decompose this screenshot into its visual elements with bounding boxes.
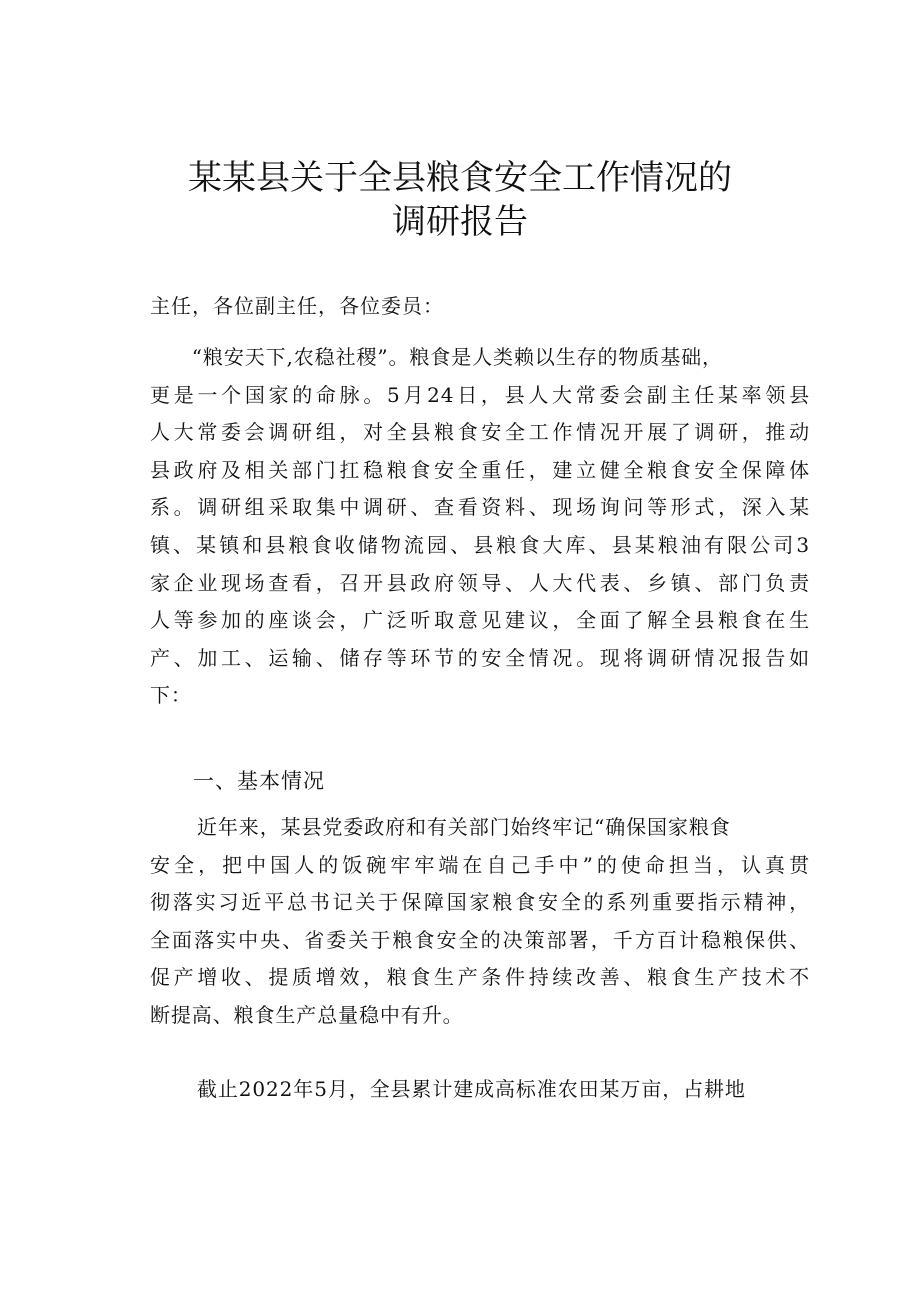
text-line: 截止2022年5月，全县累计建成高标准农田某万亩，占耕地 — [197, 1077, 746, 1101]
text-line: 系。调研组采取集中调研、查看资料、现场询问等形式，深入某 — [150, 495, 810, 520]
text-line: 下： — [150, 683, 192, 708]
text-line: 近年来，某县党委政府和有关部门始终牢记“确保国家粮食 — [197, 815, 731, 839]
text-line: 全面落实中央、省委关于粮食安全的决策部署，千方百计稳粮保供、 — [150, 927, 810, 952]
text-line: 断提高、粮食生产总量稳中有升。 — [150, 1002, 464, 1027]
document-title-line-2: 调研报告 — [392, 202, 528, 242]
text-line: 产、加工、运输、储存等环节的安全情况。现将调研情况报告如 — [150, 645, 810, 670]
text-line: 镇、某镇和县粮食收储物流园、县粮食大库、县某粮油有限公司3 — [150, 532, 810, 557]
text-line: 安全，把中国人的饭碗牢牢端在自己手中”的使命担当，认真贯 — [150, 852, 810, 877]
salutation: 主任，各位副主任，各位委员： — [150, 294, 444, 318]
section1-paragraph — [150, 809, 810, 1035]
text-line: 家企业现场查看，召开县政府领导、人大代表、乡镇、部门负责 — [150, 570, 810, 595]
section-heading-basic-situation: 一、基本情况 — [193, 769, 325, 793]
text-line: “粮安天下,农稳社稷”。粮食是人类赖以生存的物质基础， — [150, 345, 723, 369]
text-line: 人大常委会调研组，对全县粮食安全工作情况开展了调研，推动 — [150, 420, 810, 445]
intro-paragraph — [150, 339, 810, 715]
text-line: 彻落实习近平总书记关于保障国家粮食安全的系列重要指示精神， — [150, 890, 810, 915]
text-line: 县政府及相关部门扛稳粮食安全重任，建立健全粮食安全保障体 — [150, 457, 810, 482]
text-line: 促产增收、提质增效，粮食生产条件持续改善、粮食生产技术不 — [150, 965, 810, 990]
text-line: 人等参加的座谈会，广泛听取意见建议，全面了解全县粮食在生 — [150, 608, 810, 633]
text-line: 更是一个国家的命脉。5月24日，县人大常委会副主任某率领县 — [150, 382, 810, 407]
section1-paragraph-2 — [150, 1071, 810, 1109]
document-title-line-1: 某某县关于全县粮食安全工作情况的 — [188, 158, 732, 198]
